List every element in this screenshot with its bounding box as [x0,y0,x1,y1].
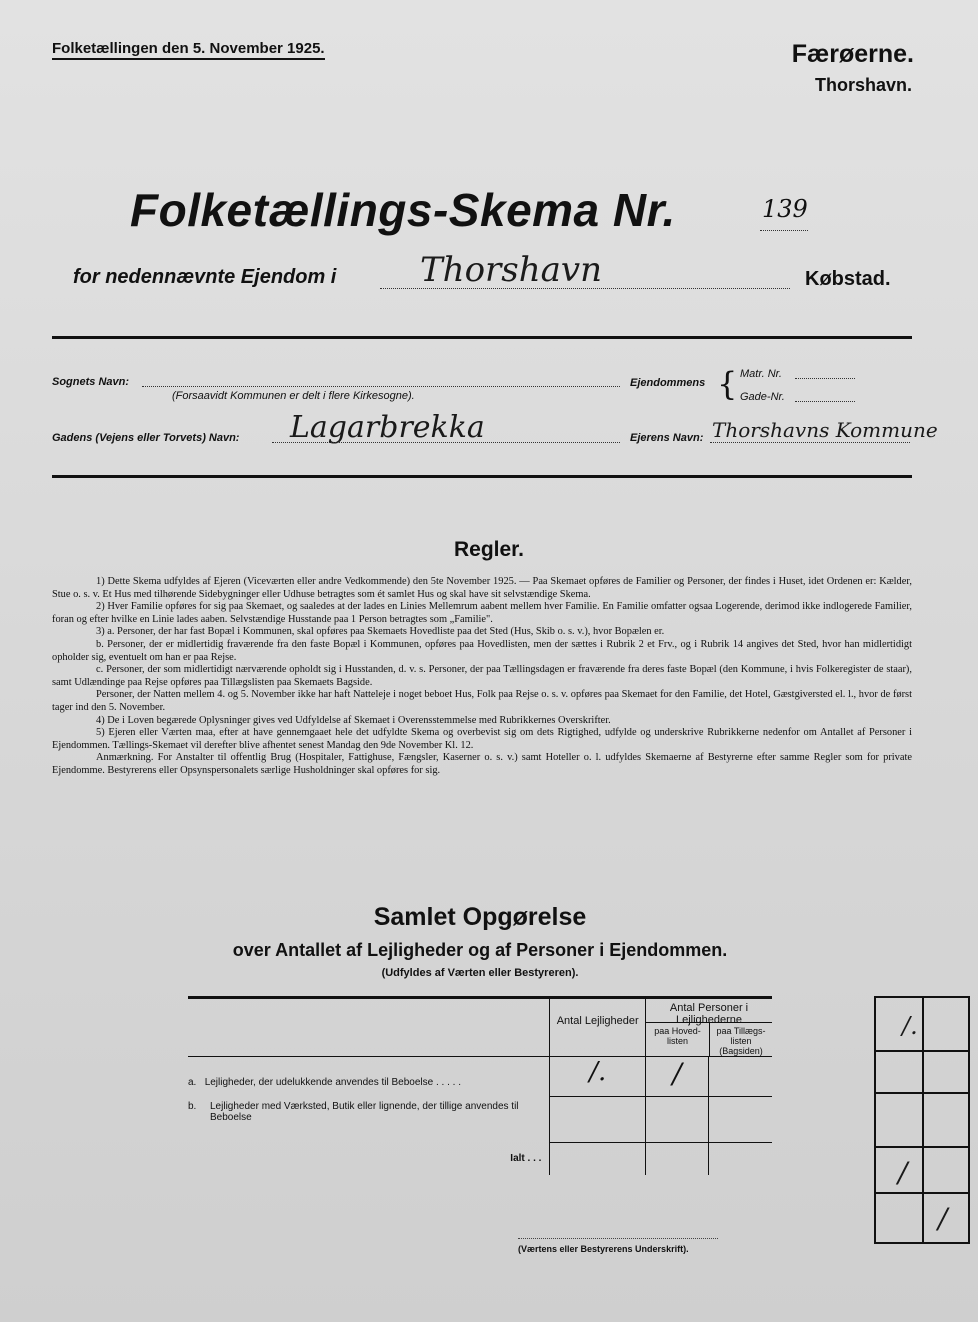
row-a-label-cell: a. Lejligheder, der udelukkende anvendes til Beboelse . . . . . [188,1077,461,1088]
row-a-antal: /. [550,1057,646,1097]
ialt-hoved [645,1143,708,1175]
row-a-letter: a. [188,1077,197,1088]
rule-paragraph: Anmærkning. For Anstalter til offentlig Brug (Hospitaler, Fattighuse, Fængsler, Kaserner o. s. v.) samt Hoteller o. l. udfyldes Skemaerne af Bestyrerne efter samme Regler som for private Ejendomme. Bestyrerens eller Opsynspersonalets særlige Husholdninger skal opføres for sig. [52,752,912,776]
margin-grid-vline [922,998,924,1242]
kobstad-label: Købstad. [805,268,891,290]
row-b-label-cell [188,1097,550,1143]
owner-label: Ejerens Navn: [630,432,704,444]
divider-mid [52,475,912,478]
form-number-handwritten: 139 [762,195,808,223]
margin-grid-hline [876,1146,968,1148]
row-b-antal [550,1097,646,1143]
rule-paragraph: Personer, der Natten mellem 4. og 5. November ikke har haft Natteleje i noget beboet Hus, Folk paa Rejse o. s. v. opføres paa Skemaet for den Familie, det Hotel, Gæstgiversted el. l., hvor de først tager ind den 5. November. [52,689,912,713]
margin-mark-2: / [898,1156,908,1189]
signature-note: (Værtens eller Bestyrerens Underskrift). [518,1244,689,1254]
row-a-label: Lejligheder, der udelukkende anvendes til Beboelse [204,1077,434,1088]
parish-note: (Forsaavidt Kommunen er delt i flere Kirkesogne). [172,390,415,402]
parish-fill-line [142,386,620,387]
divider-top [52,336,912,339]
rule-paragraph: 1) Dette Skema udfyldes af Ejeren (Viceværten eller andre Vedkommende) den 5te November 1925. — Paa Skemaet opføres de Familier og Personer, der findes i Huset, idet Ordenen er: Kælder, Stue o. s. v. Et Hus med tilhørende Sidebygninger eller Udhuse betragtes som ét samlet Hus og skal have sit selvstændige Skema. [52,576,912,600]
rule-paragraph: 4) De i Loven begærede Oplysninger gives ved Udfyldelse af Skemaet i Overensstemmelse med Rubrikkernes Overskrifter. [96,714,611,726]
form-number-line [760,230,808,231]
margin-check-grid [874,996,970,1244]
street-handwritten: Lagarbrekka [290,410,485,445]
rule-paragraph: 3) a. Personer, der har fast Bopæl i Kommunen, skal opføres paa Skemaets Hovedliste paa det Sted (Hus, Skib o. s. v.), hvor Bopælen er. [96,626,665,638]
margin-mark-1: /. [902,1012,918,1040]
ialt-label: Ialt [510,1152,525,1164]
owner-fill-line [710,442,910,443]
rule-paragraph: 2) Hver Familie opføres for sig paa Skemaet, og saaledes at der lades en Linies Mellemrum aabent mellem hver Familie. En Familie omfatter ogsaa Logerende, derimod ikke indlogerede Familier, foran og efter hvilke en Linie lades aaben. Selvstændige Husstande paa 1 Person betragtes som „Familie". [52,601,912,625]
signature-line [518,1238,718,1239]
col-antal-header: Antal Lejligheder [550,998,646,1057]
town-fill-line [380,288,790,289]
row-b-letter: b. [188,1100,197,1112]
form-title: Folketællings-Skema Nr. [130,184,676,236]
summary-subtitle: over Antallet af Lejligheder og af Personer i Ejendommen. [232,940,728,960]
row-a-tillaeg [709,1057,772,1097]
summary-title: Samlet Opgørelse [373,903,587,931]
ialt-tillaeg [709,1143,772,1175]
ialt-cell: Ialt . . . [510,1152,542,1164]
row-b-tillaeg [709,1097,772,1143]
census-date-header: Folketællingen den 5. November 1925. [52,40,325,60]
property-subtitle-label: for nedennævnte Ejendom i [73,266,337,288]
rule-paragraph: b. Personer, der er midlertidig fraværende fra den faste Bopæl i Kommunen, opføres paa Hovedlisten, men der sættes i Rubrik 2 et Frv., og i Rubrik 14 angives det Sted, hvor han midlertidigt opholder sig, eventuelt om han er paa Rejse. [52,638,912,663]
parish-label: Sognets Navn: [52,376,130,388]
row-a-hoved: / [645,1057,708,1097]
rule-paragraph: 5) Ejeren eller Værten maa, efter at have gennemgaaet hele det udfyldte Skema og overbevist sig om dets Rigtighed, udfylde og underskrive Rubrikkerne nedenfor om Antallet af Personer i Ejendommen. Tællings-Skemaet vil derefter blive afhentet senest Mandag den 9de November Kl. 12. [52,727,912,751]
row-b-label: Lejligheder med Værksted, Butik eller lignende, der tillige anvendes til Beboelse [210,1100,519,1123]
col-personer-header [645,998,772,1057]
margin-grid-hline [876,1192,968,1194]
town-header: Thorshavn. [814,75,912,95]
brace-glyph: { [717,365,738,403]
margin-grid-hline [876,1050,968,1052]
street-label: Gadens (Vejens eller Torvets) Navn: [52,432,240,444]
gade-fill-line [795,401,855,402]
col-personer-label: Antal Personer i Lejlighederne [646,999,772,1023]
region-header: Færøerne. [791,40,914,68]
gade-label: Gade-Nr. [740,391,785,403]
property-label: Ejendommens [630,377,706,389]
owner-handwritten: Thorshavns Kommune [712,418,938,442]
matr-label: Matr. Nr. [740,368,782,380]
margin-grid-hline [876,1092,968,1094]
summary-table [188,996,772,1175]
town-handwritten: Thorshavn [420,250,603,290]
street-fill-line [272,442,620,443]
matr-fill-line [795,378,855,379]
rules-text [52,576,912,778]
row-b-hoved [645,1097,708,1143]
col-hoved-header: paa Hoved-listen [654,1026,701,1046]
col-tillaeg-header: paa Tillægs-listen (Bagsiden) [709,1023,772,1056]
summary-note: (Udfyldes af Værten eller Bestyreren). [381,967,579,979]
margin-mark-3: / [938,1202,948,1235]
summary-header-blank [188,998,550,1057]
rule-paragraph: c. Personer, der som midlertidigt nærværende opholdt sig i Husstanden, d. v. s. Personer, der paa Tællingsdagen er fraværende fra deres faste Bopæl (den Kommune, i hvis Folkeregister de staar), samt Udlændinge paa Rejse opføres paa Tillægslisten paa Skemaets Bagside. [52,664,912,688]
rules-title: Regler. [453,538,525,561]
ialt-antal [550,1143,646,1175]
